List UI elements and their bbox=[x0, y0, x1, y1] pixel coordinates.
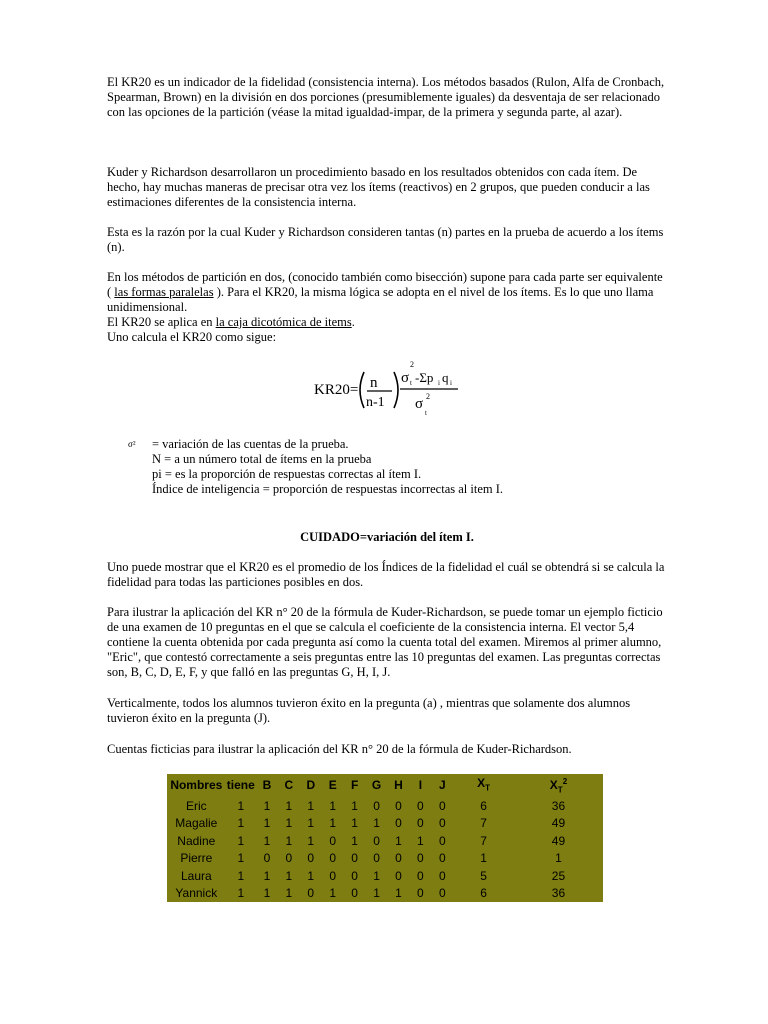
cell-score: 0 bbox=[395, 851, 402, 866]
table-row bbox=[167, 850, 603, 868]
cell-score: 1 bbox=[237, 833, 245, 848]
cell-score: 1 bbox=[373, 886, 380, 901]
cell-score: 1 bbox=[285, 868, 293, 883]
table-header-row bbox=[167, 774, 603, 797]
table-row bbox=[167, 885, 603, 903]
cell-score: 1 bbox=[263, 833, 271, 848]
cell-name: Laura bbox=[180, 868, 212, 883]
table-row bbox=[167, 832, 603, 850]
cell-score: 0 bbox=[329, 833, 337, 848]
definitions-block bbox=[128, 437, 608, 497]
cell-score: 0 bbox=[395, 798, 402, 813]
header-h: H bbox=[394, 778, 403, 793]
cell-score: 1 bbox=[307, 833, 315, 848]
cell-score: 1 bbox=[329, 886, 337, 901]
cell-score: 1 bbox=[263, 816, 271, 831]
cell-score: 0 bbox=[438, 798, 446, 813]
header-f: F bbox=[350, 778, 359, 793]
header-tiene: tiene bbox=[226, 778, 255, 793]
kr20-applies-text: El KR20 se aplica en bbox=[107, 315, 216, 329]
paragraph-reason: Esta es la razón por la cual Kuder y Richardson consideren tantas (n) partes en la prueba de acuerdo a los ítems (n). bbox=[107, 225, 664, 254]
formula-num-sub-i1: i bbox=[438, 379, 440, 387]
header-j: J bbox=[438, 778, 446, 793]
table-row bbox=[167, 867, 603, 885]
cell-score: 1 bbox=[263, 868, 271, 883]
cell-score: 0 bbox=[307, 851, 315, 866]
cuidado-heading: CUIDADO=variación del ítem I. bbox=[300, 530, 474, 544]
cell-score: 1 bbox=[307, 868, 315, 883]
formula-num-sigma: σ bbox=[401, 370, 410, 386]
cell-score: 0 bbox=[351, 868, 358, 883]
cell-score: 0 bbox=[263, 851, 271, 866]
cell-score: 1 bbox=[351, 833, 358, 848]
cell-xt: 7 bbox=[480, 833, 487, 848]
cell-score: 0 bbox=[373, 833, 380, 848]
cell-score: 0 bbox=[373, 851, 380, 866]
definition-line: N = a un número total de ítems en la prueba bbox=[152, 452, 372, 466]
header-d: D bbox=[306, 778, 316, 793]
cell-score: 0 bbox=[285, 851, 293, 866]
sigma-squared-symbol: σ² bbox=[128, 439, 136, 449]
cell-score: 1 bbox=[307, 816, 315, 831]
cell-score: 0 bbox=[351, 886, 358, 901]
cell-name: Nadine bbox=[177, 833, 216, 848]
cell-score: 0 bbox=[329, 851, 337, 866]
formula-left-paren bbox=[360, 372, 364, 408]
header-i: I bbox=[418, 778, 423, 793]
cell-score: 1 bbox=[351, 798, 358, 813]
formula-n-minus-1: n-1 bbox=[366, 395, 385, 410]
cell-xt: 7 bbox=[480, 816, 487, 831]
header-e: E bbox=[328, 778, 337, 793]
formula-num-sub-i2: i bbox=[450, 379, 452, 387]
cell-score: 1 bbox=[285, 833, 293, 848]
paragraph-kuder-richardson: Kuder y Richardson desarrollaron un procedimiento basado en los resultados obtenidos con cada ítem. De hecho, hay muchas maneras de precisar otra vez los ítems (reactivos) en 2 grupos, que pueden conducir a las estimaciones diferentes de la consistencia interna. bbox=[107, 165, 650, 209]
cell-score: 1 bbox=[237, 868, 245, 883]
cell-xt2: 25 bbox=[551, 868, 566, 883]
cell-score: 1 bbox=[417, 833, 424, 848]
cell-score: 0 bbox=[438, 886, 446, 901]
formula-lhs: KR20= bbox=[314, 382, 359, 398]
formula-den-sigma: σ bbox=[415, 396, 424, 412]
paragraph-average: Uno puede mostrar que el KR20 es el promedio de los Índices de la fidelidad el cuál se obtendrá si se calcula la fidelidad para todas las particiones posibles en dos. bbox=[107, 560, 665, 589]
cell-score: 0 bbox=[417, 851, 424, 866]
cell-score: 0 bbox=[417, 816, 424, 831]
table-row bbox=[167, 815, 603, 833]
cell-xt: 6 bbox=[480, 886, 487, 901]
cell-score: 1 bbox=[351, 816, 358, 831]
cell-score: 1 bbox=[285, 798, 293, 813]
cell-name: Pierre bbox=[180, 851, 213, 866]
cell-score: 1 bbox=[307, 798, 315, 813]
paragraph-kr20-intro: El KR20 es un indicador de la fidelidad (consistencia interna). Los métodos basados (Rulon, Alfa de Cronbach, Spearman, Brown) en la división en dos porciones (presumiblemente iguales) da desventaja de ser relacionado con las opciones de la partición (véase la mitad igualdad-impar, de la primera y segunda parte, al azar). bbox=[107, 75, 665, 119]
formula-den-sup: 2 bbox=[426, 392, 430, 401]
cell-score: 0 bbox=[329, 868, 337, 883]
cell-score: 1 bbox=[263, 886, 271, 901]
table-caption: Cuentas ficticias para ilustrar la aplicación del KR n° 20 de la fórmula de Kuder-Richardson. bbox=[107, 742, 572, 756]
cell-name: Magalie bbox=[175, 816, 218, 831]
link-caja-dicotomica[interactable]: la caja dicotómica de items bbox=[215, 315, 352, 329]
definition-line: Índice de inteligencia = proporción de respuestas incorrectas al item I. bbox=[152, 482, 504, 496]
cell-score: 0 bbox=[395, 816, 402, 831]
cell-score: 0 bbox=[438, 851, 446, 866]
cell-score: 1 bbox=[237, 886, 245, 901]
cell-name: Yannick bbox=[175, 886, 218, 901]
cell-score: 1 bbox=[237, 798, 245, 813]
cell-score: 1 bbox=[237, 816, 245, 831]
cell-xt: 1 bbox=[480, 851, 487, 866]
cell-score: 1 bbox=[329, 816, 337, 831]
cell-score: 0 bbox=[395, 868, 402, 883]
cell-xt2: 49 bbox=[551, 833, 566, 848]
scores-table bbox=[167, 774, 603, 902]
formula-num-rest: -Σp bbox=[415, 370, 434, 385]
cell-xt2: 36 bbox=[551, 798, 566, 813]
formula-n: n bbox=[370, 375, 378, 391]
table-row bbox=[167, 797, 603, 815]
cell-score: 0 bbox=[307, 886, 315, 901]
cell-score: 1 bbox=[329, 798, 337, 813]
cell-score: 1 bbox=[237, 851, 245, 866]
calc-intro-text: Uno calcula el KR20 como sigue: bbox=[107, 330, 277, 344]
cell-name: Eric bbox=[185, 798, 207, 813]
cell-score: 0 bbox=[438, 868, 446, 883]
cell-score: 0 bbox=[417, 798, 424, 813]
cell-xt: 5 bbox=[480, 868, 487, 883]
paragraph-partition bbox=[107, 270, 667, 345]
definitions-list bbox=[152, 437, 608, 497]
header-c: C bbox=[284, 778, 294, 793]
cell-xt2: 1 bbox=[555, 851, 562, 866]
cell-score: 0 bbox=[438, 833, 446, 848]
cell-xt2: 49 bbox=[551, 816, 566, 831]
formula-num-sup: 2 bbox=[410, 360, 414, 369]
scores-table-container bbox=[167, 774, 603, 902]
cell-score: 0 bbox=[417, 868, 424, 883]
header-g: G bbox=[371, 778, 382, 793]
cell-score: 1 bbox=[395, 833, 402, 848]
header-xt: $X_T$ bbox=[477, 776, 491, 793]
kr20-applies-end: . bbox=[351, 315, 355, 329]
cell-score: 0 bbox=[373, 798, 380, 813]
formula-num-sub-t: t bbox=[410, 379, 412, 387]
partition-text-1: En los métodos de partición en dos, (conocido también como bisección) supone para cada parte ser equivalente ( bbox=[107, 270, 663, 299]
cell-xt2: 36 bbox=[551, 886, 566, 901]
cell-score: 1 bbox=[373, 868, 380, 883]
formula-den-sub-t: t bbox=[425, 409, 427, 417]
cell-score: 1 bbox=[395, 886, 402, 901]
definition-line: pi = es la proporción de respuestas correctas al ítem I. bbox=[152, 467, 422, 481]
header-b: B bbox=[262, 778, 272, 793]
link-formas-paralelas[interactable]: las formas paralelas bbox=[114, 285, 214, 299]
header-xt2: $X_T^2$ bbox=[549, 777, 568, 795]
definition-line: = variación de las cuentas de la prueba. bbox=[152, 437, 349, 451]
formula-right-paren bbox=[394, 372, 398, 408]
cell-score: 1 bbox=[373, 816, 380, 831]
formula-num-q: q bbox=[442, 370, 449, 385]
cell-score: 1 bbox=[285, 886, 293, 901]
partition-text-2: ). Para el KR20, la misma lógica se adopta en el nivel de los ítems. Es lo que uno llama unidimensional. bbox=[107, 285, 654, 314]
cell-xt: 6 bbox=[480, 798, 487, 813]
paragraph-example: Para ilustrar la aplicación del KR n° 20 de la fórmula de Kuder-Richardson, se puede tomar un ejemplo ficticio de una examen de 10 preguntas en el que se calcula el coeficiente de la consistencia interna. El vector 5,4 contiene la cuenta obtenida por cada pregunta así como la cuenta total del examen. Miremos al primer alumno, "Eric", que contestó correctamente a seis preguntas entre las 10 preguntas del examen. Las preguntas correctas son, B, C, D, E, F, y que falló en las preguntas G, H, I, J. bbox=[107, 605, 663, 679]
cell-score: 0 bbox=[417, 886, 424, 901]
header-nombres: Nombres bbox=[170, 778, 223, 793]
cell-score: 1 bbox=[263, 798, 271, 813]
paragraph-vertical: Verticalmente, todos los alumnos tuvieron éxito en la pregunta (a) , mientras que solamente dos alumnos tuvieron éxito en la pregunta (J). bbox=[107, 696, 631, 725]
cell-score: 0 bbox=[438, 816, 446, 831]
kr20-formula bbox=[312, 358, 460, 420]
cell-score: 0 bbox=[351, 851, 358, 866]
cell-score: 1 bbox=[285, 816, 293, 831]
